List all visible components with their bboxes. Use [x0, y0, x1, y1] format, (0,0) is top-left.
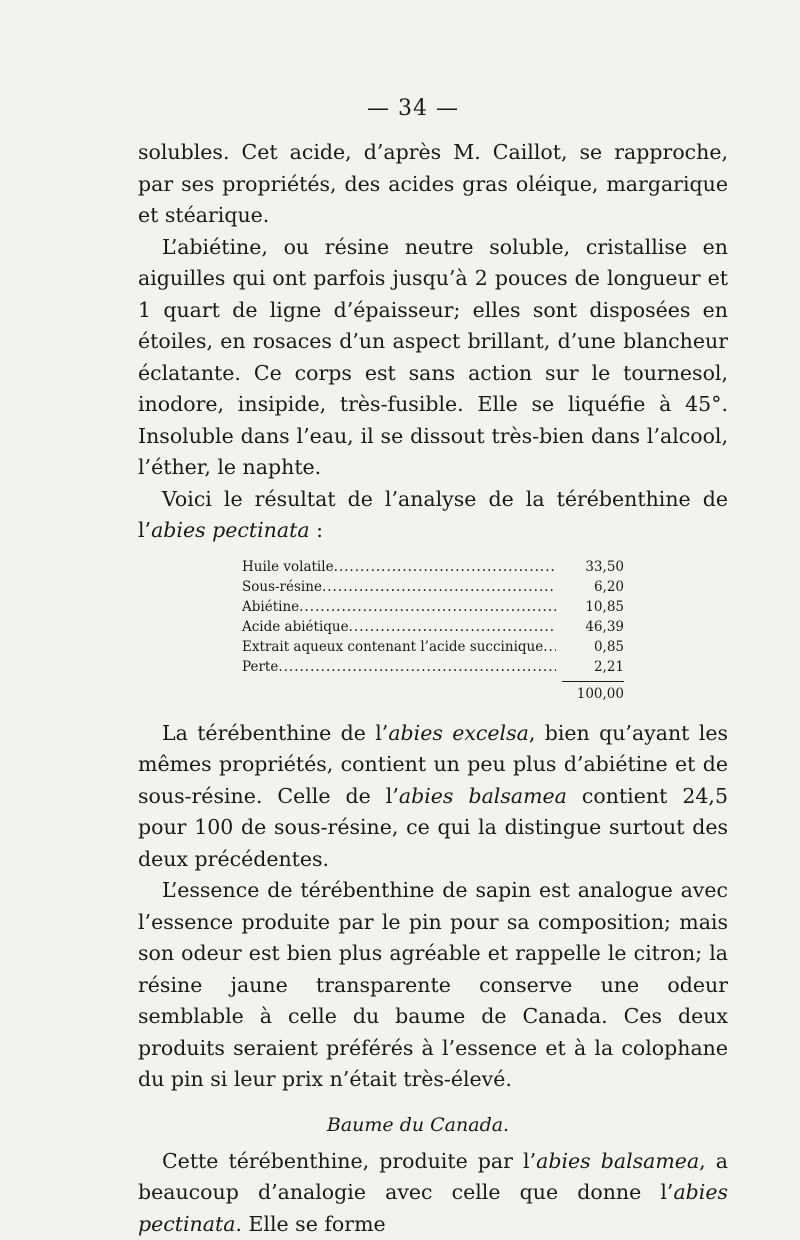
row-label: Perte ..... [242, 657, 556, 677]
paragraph-6-italic-2: abies pectinata [138, 1180, 728, 1236]
row-value: 0,85 [556, 637, 624, 657]
table-row [242, 617, 624, 637]
row-value: 2,21 [556, 657, 624, 677]
row-label: Abiétine ..... [242, 597, 556, 617]
row-label: Huile volatile ..... [242, 557, 556, 577]
paragraph-1: solubles. Cet acide, d’après M. Caillot, se rapproche, par ses propriétés, des acides gras oléique, margarique et stéarique. [138, 137, 728, 232]
row-value: 10,85 [556, 597, 624, 617]
paragraph-4-a: La térébenthine de l’ [162, 721, 388, 745]
section-title: Baume du Canada. [108, 1114, 728, 1136]
row-value: 6,20 [556, 577, 624, 597]
paragraph-3-text: Voici le résultat de l’analyse de la térébenthine de l’ [138, 487, 728, 543]
page-content [138, 96, 728, 1240]
paragraph-4 [138, 718, 728, 876]
paragraph-4-b: , bien qu’ayant les mêmes propriétés, contient un peu plus d’abiétine et de sous-résine. Celle de l’ [138, 721, 728, 808]
page-number: — 34 — [98, 96, 728, 121]
paragraph-3-end: : [310, 518, 323, 542]
paragraph-3 [138, 484, 728, 547]
row-label: Acide abiétique ..... [242, 617, 556, 637]
table-total: 100,00 [242, 684, 624, 704]
table-row [242, 657, 624, 677]
paragraph-5: L’essence de térébenthine de sapin est analogue avec l’essence produite par le pin pour sa composition; mais son odeur est bien plus agréable et rappelle le citron; la résine jaune transparente conserve une odeur semblable à celle du baume de Canada. Ces deux produits seraient préférés à l’essence et à la colophane du pin si leur prix n’était très-élevé. [138, 875, 728, 1096]
table-row [242, 577, 624, 597]
table-row [242, 597, 624, 617]
paragraph-2: L’abiétine, ou résine neutre soluble, cristallise en aiguilles qui ont parfois jusqu’à 2 pouces de longueur et 1 quart de ligne d’épaisseur; elles sont disposées en étoiles, en rosaces d’un aspect brillant, d’une blancheur éclatante. Ce corps est sans action sur le tournesol, inodore, insipide, très-fusible. Elle se liquéfie à 45°. Insoluble dans l’eau, il se dissout très-bien dans l’alcool, l’éther, le naphte. [138, 232, 728, 484]
paragraph-6-b: , a beaucoup d’analogie avec celle que donne l’ [138, 1149, 728, 1205]
row-label: Extrait aqueux contenant l’acide succinique ..... [242, 637, 556, 657]
row-label: Sous-résine ..... [242, 577, 556, 597]
paragraph-6-c: . Elle se forme [235, 1212, 385, 1236]
analysis-table [242, 557, 624, 704]
total-divider [562, 681, 624, 682]
table-row [242, 637, 624, 657]
paragraph-6-a: Cette térébenthine, produite par l’ [162, 1149, 536, 1173]
paragraph-6-italic-1: abies balsamea [536, 1149, 699, 1173]
table-row [242, 557, 624, 577]
row-value: 33,50 [556, 557, 624, 577]
paragraph-4-italic-2: abies balsamea [399, 784, 567, 808]
paragraph-3-italic: abies pectinata [151, 518, 310, 542]
paragraph-4-italic-1: abies excelsa [388, 721, 529, 745]
paragraph-4-c: contient 24,5 pour 100 de sous-résine, ce qui la distingue surtout des deux précédentes. [138, 784, 728, 871]
paragraph-6 [138, 1146, 728, 1240]
row-value: 46,39 [556, 617, 624, 637]
